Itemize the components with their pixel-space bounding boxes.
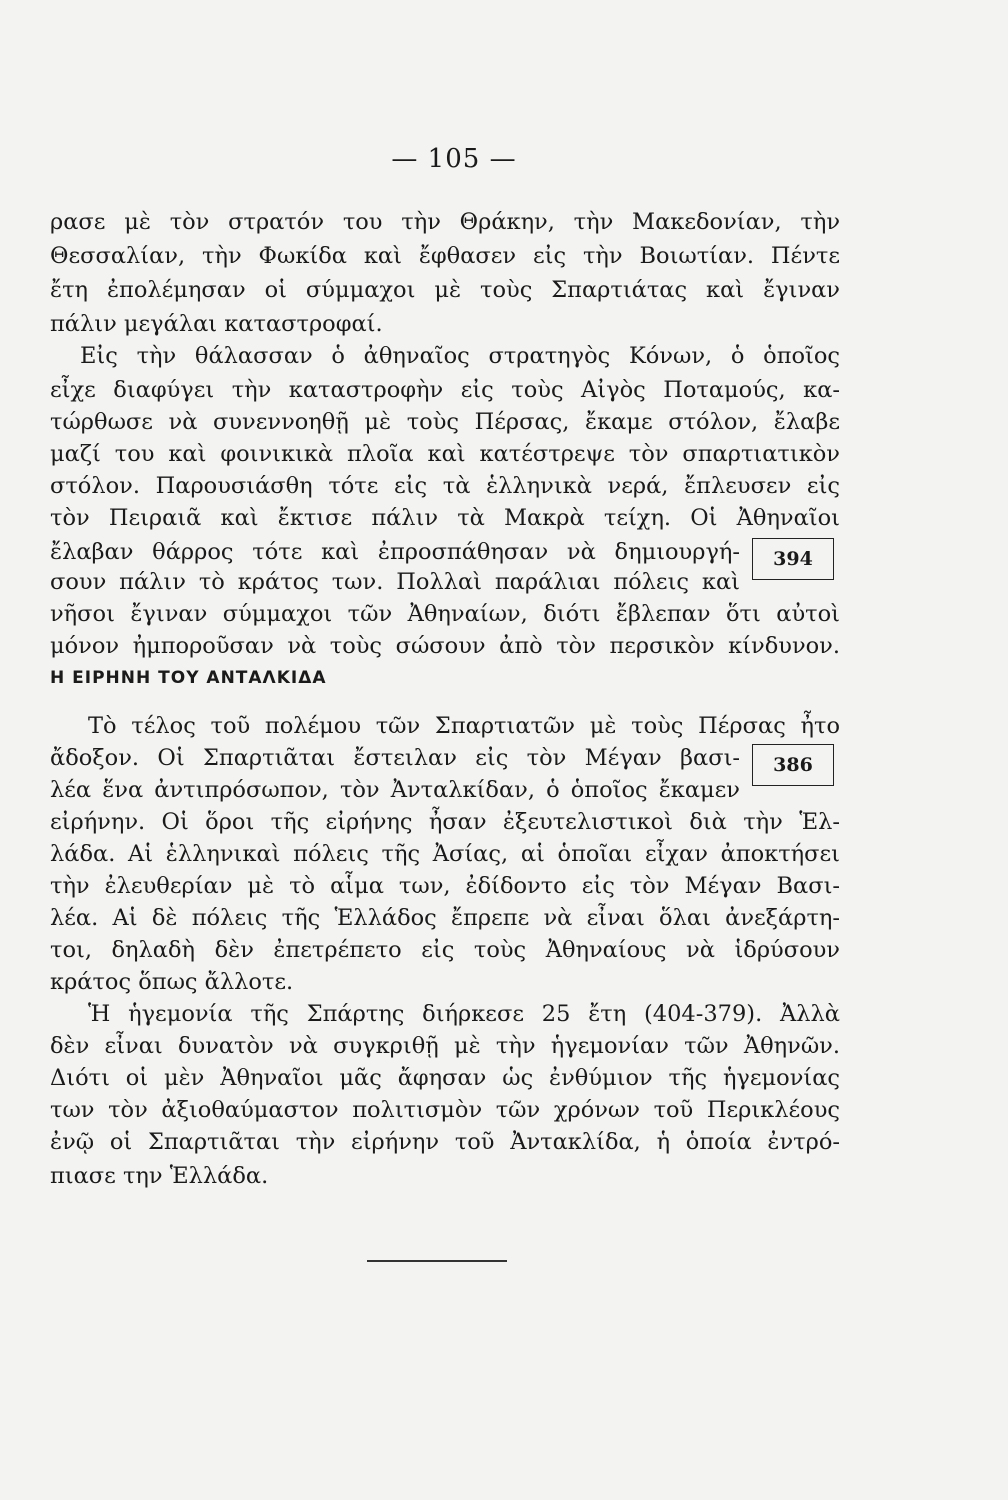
text-line: λάδα. Αἱ ἑλληνικαὶ πόλεις τῆς Ἀσίας, αἱ ὁποῖαι εἶχαν ἀποκτήσει xyxy=(50,841,840,867)
text-line: ρασε μὲ τὸν στρατόν του τὴν Θράκην, τὴν Μακεδονίαν, τὴν xyxy=(50,209,840,235)
text-line: εἰρήνην. Οἱ ὅροι τῆς εἰρήνης ἦσαν ἐξευτελιστικοὶ διὰ τὴν Ἑλ- xyxy=(50,809,840,835)
text-line: λέα. Αἱ δὲ πόλεις τῆς Ἑλλάδος ἔπρεπε νὰ εἶναι ὅλαι ἀνεξάρτη- xyxy=(50,905,840,931)
text-line: Τὸ τέλος τοῦ πολέμου τῶν Σπαρτιατῶν μὲ τοὺς Πέρσας ἦτο xyxy=(88,713,840,739)
text-line: δὲν εἶναι δυνατὸν νὰ συγκριθῇ μὲ τὴν ἡγεμονίαν τῶν Ἀθηνῶν. xyxy=(50,1033,840,1059)
text-line: Ἡ ἡγεμονία τῆς Σπάρτης διήρκεσε 25 ἔτη (404-379). Ἀλλὰ xyxy=(88,1001,840,1027)
text-line: εἶχε διαφύγει τὴν καταστροφὴν εἰς τοὺς Αἰγὸς Ποταμούς, κα- xyxy=(50,377,840,403)
text-line: ἐνῷ οἱ Σπαρτιᾶται τὴν εἰρήνην τοῦ Ἀντακλίδα, ἡ ὁποία ἐντρό- xyxy=(50,1129,840,1155)
text-line: τώρθωσε νὰ συνεννοηθῇ μὲ τοὺς Πέρσας, ἔκαμε στόλον, ἔλαβε xyxy=(50,409,840,435)
text-line: μόνον ἠμποροῦσαν νὰ τοὺς σώσουν ἀπὸ τὸν περσικὸν κίνδυνον. xyxy=(50,633,840,659)
text-line: Θεσσαλίαν, τὴν Φωκίδα καὶ ἔφθασεν εἰς τὴν Βοιωτίαν. Πέντε xyxy=(50,243,840,269)
text-line: ἔλαβαν θάρρος τότε καὶ ἐπροσπάθησαν νὰ δημιουργή- xyxy=(50,539,740,565)
text-line: κράτος ὅπως ἄλλοτε. xyxy=(50,969,294,995)
text-line: τὴν ἐλευθερίαν μὲ τὸ αἷμα των, ἐδίδοντο εἰς τὸν Μέγαν Βασι- xyxy=(50,873,840,899)
text-line: πιασε την Ἑλλάδα. xyxy=(50,1163,269,1189)
text-line: μαζί του καὶ φοινικικὰ πλοῖα καὶ κατέστρεψε τὸν σπαρτιατικὸν xyxy=(50,441,840,467)
end-rule xyxy=(367,1260,507,1262)
text-line: των τὸν ἀξιοθαύμαστον πολιτισμὸν τῶν χρόνων τοῦ Περικλέους xyxy=(50,1097,840,1123)
text-line: πάλιν μεγάλαι καταστροφαί. xyxy=(50,311,383,337)
text-line: Εἰς τὴν θάλασσαν ὁ ἀθηναῖος στρατηγὸς Κόνων, ὁ ὁποῖος xyxy=(80,343,840,369)
text-line: τοι, δηλαδὴ δὲν ἐπετρέπετο εἰς τοὺς Ἀθηναίους νὰ ἱδρύσουν xyxy=(50,937,840,963)
margin-reference-box: 386 xyxy=(752,744,834,786)
text-line: Διότι οἱ μὲν Ἀθηναῖοι μᾶς ἄφησαν ὡς ἐνθύμιον τῆς ἡγεμονίας xyxy=(50,1065,840,1091)
section-heading: Η ΕΙΡΗΝΗ ΤΟΥ ΑΝΤΑΛΚΙΔΑ xyxy=(50,668,327,688)
page-number: — 105 — xyxy=(391,144,517,174)
text-line: στόλον. Παρουσιάσθη τότε εἰς τὰ ἑλληνικὰ νερά, ἔπλευσεν εἰς xyxy=(50,473,840,499)
text-line: νῆσοι ἔγιναν σύμμαχοι τῶν Ἀθηναίων, διότι ἔβλεπαν ὅτι αὐτοὶ xyxy=(50,601,840,627)
margin-reference-box: 394 xyxy=(752,538,834,580)
text-line: σουν πάλιν τὸ κράτος των. Πολλαὶ παράλιαι πόλεις καὶ xyxy=(50,569,740,595)
text-line: ἄδοξον. Οἱ Σπαρτιᾶται ἔστειλαν εἰς τὸν Μέγαν βασι- xyxy=(50,745,740,771)
text-line: ἔτη ἐπολέμησαν οἱ σύμμαχοι μὲ τοὺς Σπαρτιάτας καὶ ἔγιναν xyxy=(50,277,840,303)
text-line: τὸν Πειραιᾶ καὶ ἔκτισε πάλιν τὰ Μακρὰ τείχη. Οἱ Ἀθηναῖοι xyxy=(50,505,840,531)
text-line: λέα ἕνα ἀντιπρόσωπον, τὸν Ἀνταλκίδαν, ὁ ὁποῖος ἔκαμεν xyxy=(50,777,740,803)
